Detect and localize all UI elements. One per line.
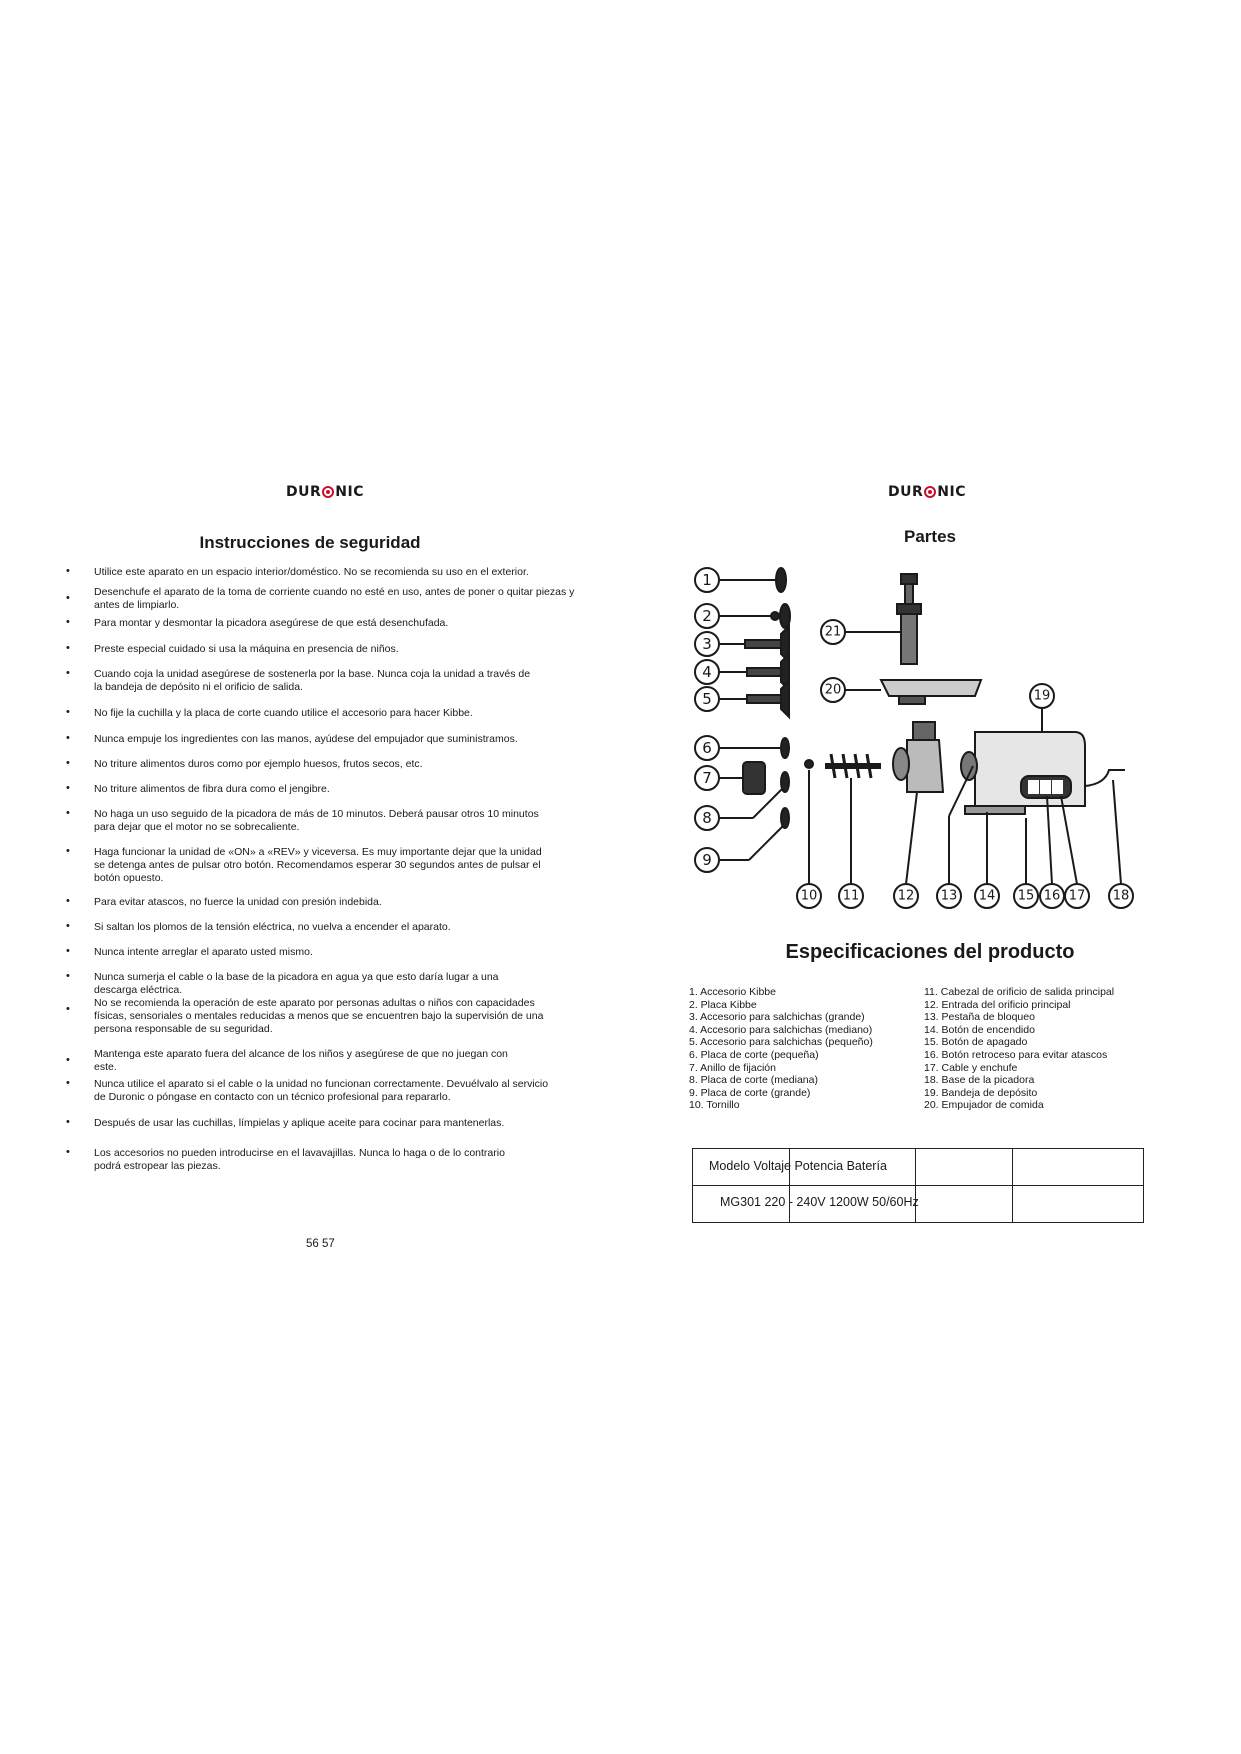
brand-text-left-2: DUR <box>888 484 924 500</box>
diagram-label-3: 3 <box>702 635 712 653</box>
diagram-label-6: 6 <box>702 739 712 757</box>
list-item: 4. Accesorio para salchichas (mediano) <box>689 1023 873 1036</box>
list-item-text: Para evitar atascos, no fuerce la unidad con presión indebida. <box>94 896 382 908</box>
diagram-label-21: 21 <box>824 624 842 640</box>
page-numbers: 56 57 <box>306 1238 335 1250</box>
brand-logo-left <box>286 484 364 500</box>
diagram-label-14: 14 <box>978 888 996 904</box>
table-cell <box>1013 1149 1144 1186</box>
list-item-text: Para montar y desmontar la picadora asegúrese de que está desenchufada. <box>94 617 449 629</box>
list-item: 8. Placa de corte (mediana) <box>689 1074 818 1087</box>
list-item: 13. Pestaña de bloqueo <box>924 1011 1035 1024</box>
list-item: 5. Accesorio para salchichas (pequeño) <box>689 1036 873 1049</box>
diagram-label-15: 15 <box>1017 888 1035 904</box>
callout-21 <box>821 574 921 664</box>
list-item: 10. Tornillo <box>689 1099 740 1112</box>
spec-table-row: MG301 220 - 240V 1200W 50/60Hz <box>720 1195 919 1209</box>
list-item-text: No triture alimentos duros como por ejemplo huesos, frutos secos, etc. <box>94 758 423 770</box>
logo-o-icon <box>924 486 936 498</box>
list-item-text: Si saltan los plomos de la tensión eléctrica, no vuelva a encender el aparato. <box>94 921 451 933</box>
diagram-label-5: 5 <box>702 690 712 708</box>
diagram-label-19: 19 <box>1033 688 1051 704</box>
list-item-text: Mantenga este aparato fuera del alcance de los niños y asegúrese de que no juegan con este. <box>94 1048 508 1073</box>
diagram-label-18: 18 <box>1112 888 1130 904</box>
spec-table-header: Modelo Voltaje Potencia Batería <box>709 1159 887 1173</box>
list-item: 12. Entrada del orificio principal <box>924 998 1071 1011</box>
brand-text-right: NIC <box>335 484 364 500</box>
list-item: 17. Cable y enchufe <box>924 1061 1018 1074</box>
parts-list-right <box>924 986 1114 1112</box>
list-item: 18. Base de la picadora <box>924 1074 1035 1087</box>
parts-list-left <box>689 986 873 1112</box>
list-item-text: Nunca intente arreglar el aparato usted mismo. <box>94 946 313 958</box>
diagram-label-7: 7 <box>702 769 712 787</box>
list-item-text: Los accesorios no pueden introducirse en el lavavajillas. Nunca lo haga o de lo contrario podrá estropear las piezas. <box>94 1147 505 1172</box>
callout-19 <box>965 684 1125 814</box>
parts-diagram <box>685 556 1155 916</box>
diagram-label-20: 20 <box>824 682 842 698</box>
list-item: 3. Accesorio para salchichas (grande) <box>689 1011 865 1024</box>
table-cell <box>916 1186 1013 1223</box>
list-item-text: Cuando coja la unidad asegúrese de sostenerla por la base. Nunca coja la unidad a través de la bandeja de depósito ni el orificio de salida. <box>94 668 531 693</box>
callout-20 <box>821 678 981 704</box>
diagram-label-9: 9 <box>702 851 712 869</box>
list-item: 11. Cabezal de orificio de salida principal <box>924 986 1115 998</box>
diagram-label-12: 12 <box>897 888 915 904</box>
list-item: 19. Bandeja de depósito <box>924 1086 1038 1099</box>
list-item-text: Utilice este aparato en un espacio interior/doméstico. No se recomienda su uso en el exterior. <box>94 566 529 578</box>
list-item-text: Después de usar las cuchillas, límpielas y aplique aceite para cocinar para mantenerlas. <box>94 1117 505 1129</box>
list-item-text: Haga funcionar la unidad de «ON» a «REV» y viceversa. Es muy importante dejar que la unidad se detenga antes de pulsar otro botón. Recomendamos esperar 30 segundos antes de pulsar el botón opuesto. <box>94 846 542 884</box>
list-item-text: No triture alimentos de fibra dura como el jengibre. <box>94 783 330 795</box>
diagram-label-10: 10 <box>800 888 818 904</box>
table-cell <box>1013 1186 1144 1223</box>
list-item: 7. Anillo de fijación <box>689 1061 776 1074</box>
parts-title: Partes <box>904 527 956 546</box>
list-item: 6. Placa de corte (pequeña) <box>689 1048 819 1061</box>
list-item: 2. Placa Kibbe <box>689 998 757 1011</box>
list-item-text: Nunca utilice el aparato si el cable o la unidad no funcionan correctamente. Devuélvalo al servicio de Duronic o póngase en contacto con un técnico profesional para repararlo. <box>94 1078 549 1103</box>
table-cell <box>916 1149 1013 1186</box>
diagram-label-13: 13 <box>940 888 958 904</box>
list-item: 15. Botón de apagado <box>924 1036 1028 1049</box>
list-item: 1. Accesorio Kibbe <box>689 986 776 998</box>
diagram-label-8: 8 <box>702 809 712 827</box>
diagram-label-2: 2 <box>702 607 712 625</box>
brand-logo-right <box>888 484 966 500</box>
diagram-label-17: 17 <box>1068 888 1086 904</box>
brand-text-right-2: NIC <box>937 484 966 500</box>
specs-title: Especificaciones del producto <box>785 941 1075 963</box>
brand-text-left: DUR <box>286 484 322 500</box>
diagram-label-1: 1 <box>702 571 712 589</box>
safety-title: Instrucciones de seguridad <box>199 533 421 552</box>
logo-o-icon <box>322 486 334 498</box>
diagram-label-11: 11 <box>842 888 860 904</box>
list-item-text: No haga un uso seguido de la picadora de más de 10 minutos. Deberá pausar otros 10 minutos para dejar que el motor no se sobrecaliente. <box>94 808 539 833</box>
list-item: 20. Empujador de comida <box>924 1099 1044 1112</box>
diagram-label-4: 4 <box>702 663 712 681</box>
list-item-text: Nunca sumerja el cable o la base de la picadora en agua ya que esto daría lugar a una descarga eléctrica. <box>94 971 499 996</box>
list-item: 9. Placa de corte (grande) <box>689 1086 811 1099</box>
list-item-text: Desenchufe el aparato de la toma de corriente cuando no esté en uso, antes de poner o quitar piezas y antes de limpiarlo. <box>94 586 575 611</box>
list-item-text: No fije la cuchilla y la placa de corte cuando utilice el accesorio para hacer Kibbe. <box>94 707 473 719</box>
diagram-label-16: 16 <box>1043 888 1061 904</box>
callout-10 <box>797 770 821 908</box>
list-item: 14. Botón de encendido <box>924 1023 1035 1036</box>
list-item-text: Nunca empuje los ingredientes con las manos, ayúdese del empujador que suministramos. <box>94 733 518 745</box>
list-item-text: No se recomienda la operación de este aparato por personas adultas o niños con capacidades físicas, sensoriales o mentales reducidas a menos que se encuentren bajo la supervisión de una persona responsable de su seguridad. <box>94 997 544 1035</box>
list-item-text: Preste especial cuidado si usa la máquina en presencia de niños. <box>94 643 399 655</box>
list-item: 16. Botón retroceso para evitar atascos <box>924 1048 1108 1061</box>
